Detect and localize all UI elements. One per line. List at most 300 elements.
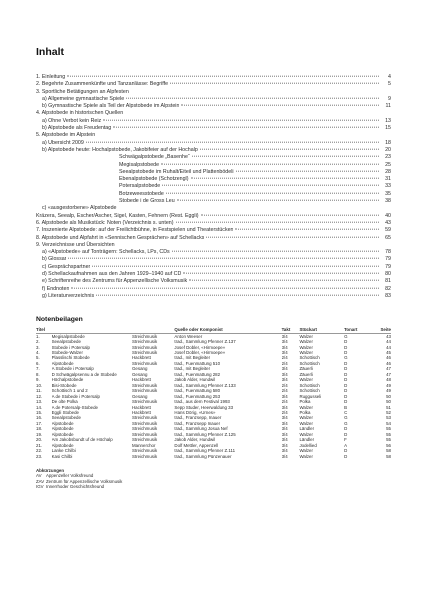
cell-source: Jakob Alder, Hundwil [174,437,216,443]
cell-tonart: G [344,415,348,421]
toc-entry [36,96,391,103]
toc-entry-title: 4. Alpstobede in historischen Quellen [36,110,124,117]
cell-tonart: G [344,333,348,339]
cell-source: trad., Franzsepp, Inauer [174,415,222,421]
toc-entry [36,89,391,96]
cell-title: Schottisch 1 und 2 [51,388,88,394]
toc-entry [36,271,391,278]
cell-title: Kasi Chilbi [51,453,73,459]
cell-title: A de Stobede i Potersalp [51,393,100,399]
cell-genre: Streichmusik [132,415,158,421]
cell-seite: 52 [386,410,391,415]
abbreviation-key: AV [36,473,42,479]
toc-entry-page: 18 [385,139,391,146]
cell-tonart: D [344,431,348,437]
cell-tonart: D [344,388,348,394]
cell-tonart: D [344,366,348,372]
cell-seite: 53 [386,415,391,421]
dot-leader [126,98,379,99]
cell-seite: 47 [386,366,391,372]
cell-seite: 45 [386,350,391,356]
toc-entry-page: 65 [385,234,391,241]
cell-takt: 3/4 [281,453,288,459]
toc-entry-page: 83 [385,292,391,299]
cell-takt: 2/4 [281,355,288,361]
cell-seite: 46 [386,360,391,366]
toc-entry-title: b) Glossar [42,256,67,263]
cell-number: 13. [36,399,43,405]
toc-entry-title: Stobede i de Gross Leu [119,198,175,205]
toc-entry-page: 82 [385,285,391,292]
cell-title: Alpstobede [51,431,74,437]
cell-number: 1. [36,333,40,339]
cell-tonart: G [344,355,348,361]
toc-entry-page: 78 [385,249,391,256]
cell-stueckart: Walzer [299,404,313,410]
dot-leader [236,171,379,172]
toc-entry-page: 5 [388,81,391,88]
toc-entry-page: 28 [385,168,391,175]
dot-leader [166,192,379,193]
cell-stueckart: Zäuerli [299,366,313,372]
cell-title: Stobede i Potersalp [51,344,90,350]
cell-stueckart: Zäuerli [299,371,313,377]
toc-entry-page: 11 [385,103,391,110]
cell-tonart: D [344,382,348,388]
toc-entry-page: 25 [385,161,391,168]
table-of-contents [36,74,391,300]
cell-takt: 3/4 [281,333,288,339]
dot-leader [162,185,379,186]
toc-entry [36,293,391,300]
cell-source: trad., Franzsepp Inauer [174,420,221,426]
cell-stueckart: Walzer [299,431,313,437]
cell-tonart: A [344,442,348,448]
cell-stueckart: Walzer [299,339,313,345]
toc-entry-page: 79 [385,263,391,270]
cell-number: 22. [36,448,43,454]
cell-number: 11. [36,388,42,394]
notenbeilagen-table [36,327,391,459]
cell-tonart: D [344,426,348,432]
cell-stueckart: Walzer [299,377,313,383]
cell-genre: Streichmusik [132,453,158,459]
cell-takt: 3/4 [281,377,288,383]
toc-entry-title: 9. Verzeichnisse und Übersichten [36,241,115,248]
cell-stueckart: Polka [299,410,311,415]
notenbeilagen-heading: Notenbeilagen [36,316,83,324]
cell-source: trad., aus dem Festival 1993 [174,399,230,405]
cell-stueckart: Walzer [299,350,313,356]
cell-title: Alpstobede [51,360,74,366]
toc-entry-title: b) Alpstobede heute: Hochalpstobede, Jakobifeier auf der Hochalp [42,146,198,153]
cell-takt: 3/4 [281,371,288,377]
dot-leader [71,287,379,288]
dot-leader [67,76,379,77]
column-header-stueckart: Stückart [299,327,344,333]
cell-seite: 54 [386,420,391,426]
dot-leader [206,236,379,237]
cell-genre: Streichmusik [132,431,158,437]
toc-entry-title: 7. Inszenierte Alpstobede: auf der Freilichtbühne, in Festspielen und Theaterstücken [36,227,234,234]
cell-tonart: B [344,404,348,410]
cell-number: 8. [36,371,40,377]
cell-genre: Streichmusik [132,350,158,356]
toc-entry [36,227,391,234]
cell-genre: Streichmusik [132,388,158,394]
cell-tonart: D [344,339,348,345]
toc-entry-title: 2. Begehrte Zusammenkünfte und Tanzanlässe: Begriffe [36,81,169,88]
cell-number: 23. [36,453,43,459]
cell-seite: 50 [386,399,391,405]
cell-seite: 58 [386,448,391,454]
cell-source: Josef Dobler, «Hirmoepe» [174,350,226,356]
cell-tonart: D [344,399,348,405]
dot-leader [86,141,379,142]
toc-entry-page: 35 [385,190,391,197]
cell-stueckart: Schottisch [299,388,320,394]
toc-entry [36,140,391,147]
cell-stueckart: Polka [299,399,311,405]
cell-title: Bisi-Stobede [51,382,77,388]
cell-seite: 44 [386,339,391,345]
cell-title: Eggli Stobede [51,410,79,415]
toc-entry [36,235,391,242]
toc-entry-title: a) Ohne Verbot kein Reiz [42,117,102,124]
cell-stueckart: Walzer [299,453,313,459]
toc-entry [36,198,391,205]
cell-seite: 49 [386,382,391,388]
toc-entry [36,286,391,293]
cell-takt: 3/4 [281,415,288,421]
toc-entry-page: 20 [385,146,391,153]
cell-source: Anton Weeser [174,333,203,339]
cell-takt: 2/4 [281,410,288,415]
cell-stueckart: Ruggusseli [299,393,322,399]
toc-entry-title: Megisalpstobede [119,161,160,168]
dot-leader [183,273,379,274]
cell-title: A de Potersalp-Stobede [51,404,99,410]
toc-entry [36,103,391,110]
cell-takt: 3/4 [281,448,288,454]
dot-leader [189,280,379,281]
cell-number: 10. [36,382,43,388]
cell-stueckart: Walzer [299,420,313,426]
toc-entry-title: a) Allgemeine gymnastische Spiele [42,95,125,102]
cell-source: trad., Fuenmattung 282 [174,371,221,377]
cell-stueckart: Schottisch [299,382,320,388]
toc-entry-title: 1. Einleitung [36,74,66,80]
cell-stueckart: Walzer [299,415,313,421]
cell-tonart: D [344,453,348,459]
cell-seite: 48 [386,377,391,383]
cell-source: trad., Fuenmattung 580 [174,388,221,394]
cell-genre: Streichmusik [132,382,158,388]
cell-source: trad., Fuenmattung 510 [174,360,221,366]
cell-stueckart: Schottisch [299,360,320,366]
abbreviation-entry [36,484,391,489]
toc-entry-title: b) Alpstobede als Freudentag [42,125,112,132]
dot-leader [68,258,379,259]
toc-entry-title: Seealpstobede im Ruhalt/Eiteil und Plattenbödeli [119,168,234,175]
cell-source: trad., Sammlung Pfenner Z.125 [174,431,236,437]
toc-entry-page: 9 [388,95,391,102]
cell-tonart: D [344,393,348,399]
cell-source: trad., mit Begleiter [174,366,211,372]
column-header-source: Quelle oder Komponist [174,327,281,333]
cell-number: 6. [36,360,40,366]
cell-takt: 3/4 [281,344,288,350]
cell-title: Am Jakobsbundt uf de Höchalp [51,437,113,443]
dot-leader [172,251,379,252]
cell-genre: Gesang [132,371,148,377]
toc-entry-title: g) Literaturverzeichnis [42,292,95,299]
toc-entry-title: Potersalpstobede [119,183,161,190]
cell-source: trad., Sammlung Pfenner Z.111 [174,448,236,454]
toc-entry-title: c) Gesprächspartner [42,263,91,270]
cell-tonart: D [344,344,348,350]
cell-seite: 46 [386,355,391,361]
column-header-seite: Seite [373,327,391,333]
toc-entry-title: e) Schriftenreihe des Zentrums für Appenzellische Volksmusik [42,278,188,285]
cell-source: trad., Sammlung Pünzenauer [174,453,232,459]
cell-title: Seealpstobede [51,339,81,345]
cell-genre: Hackbrett [132,404,151,410]
toc-entry [36,264,391,271]
toc-entry [36,81,391,88]
cell-genre: Streichmusik [132,339,158,345]
dot-leader [192,156,379,157]
cell-number: 18. [36,426,43,432]
cell-title: Megisalpstobede [51,333,85,339]
toc-entry-title: f) Endnoten [42,285,70,292]
cell-title: A Stobede i Potersalp [51,366,94,372]
cell-genre: Hackbrett [132,355,151,361]
cell-tonart: D [344,350,348,356]
toc-entry [36,213,391,220]
cell-tonart: F [344,437,347,443]
cell-takt: 3/4 [281,350,288,356]
table-row [36,454,391,459]
cell-takt: 2/4 [281,399,288,405]
cell-number: 3. [36,344,40,350]
cell-stueckart: Jodellied [299,442,317,448]
cell-takt: 3/4 [281,442,288,448]
cell-tonart: D [344,377,348,383]
abbreviation-key: ZAV [36,478,45,484]
cell-stueckart: Walzer [299,448,313,454]
cell-title: Alpstobede [51,420,74,426]
cell-seite: 50 [386,393,391,399]
cell-takt: 3/4 [281,420,288,426]
abbreviation-key: IGV [36,484,44,490]
toc-entry-page: 15 [385,125,391,132]
cell-seite: 51 [386,404,391,410]
toc-entry-page: 23 [385,154,391,161]
cell-title: Alpstobede [51,426,74,432]
cell-genre: Streichmusik [132,426,158,432]
cell-seite: 55 [386,426,391,432]
toc-entry-title: Kräzera, Seealp, Escher/Äscher, Sigel, Kasten, Fehnern (Rest. Eggli) [36,212,199,219]
cell-genre: Streichmusik [132,448,158,454]
abbreviation-value: Zentrum für Appenzellische Volksmusik [46,478,123,484]
toc-entry-title: Ebenalpstobede (Schotzengl) [119,176,189,183]
cell-genre: Hackbrett [132,410,151,415]
cell-number: 2. [36,339,40,345]
cell-source: trad., mit Begleiter [174,355,211,361]
dot-leader [235,229,379,230]
cell-number: 12. [36,393,43,399]
toc-entry [36,256,391,263]
toc-entry [36,278,391,285]
toc-entry [36,118,391,125]
cell-takt: 3/4 [281,339,288,345]
cell-stueckart: Walzer [299,344,313,350]
cell-takt: 3/4 [281,426,288,432]
cell-number: 17. [36,420,43,426]
toc-entry-title: a) Übersicht 2009 [42,139,84,146]
cell-takt: 3/4 [281,404,288,410]
cell-seite: 55 [386,437,391,443]
cell-source: Dolf Mettler, Appenzell [174,442,219,448]
cell-stueckart: Schottisch [299,355,320,361]
dot-leader [103,119,379,120]
cell-stueckart: Ländler [299,426,315,432]
toc-entry [36,162,391,169]
dot-leader [161,163,379,164]
cell-number: 5. [36,355,40,361]
toc-entry-title: Botzeweesstobede [119,190,164,197]
cell-genre: Streichmusik [132,437,158,443]
cell-seite: 56 [386,442,391,448]
content-page [36,46,391,490]
dot-leader [170,83,379,84]
cell-number: 7. [36,366,40,372]
cell-title: De olte Polka [51,399,78,405]
cell-seite: 58 [386,453,391,459]
dot-leader [176,222,380,223]
cell-genre: Mannerchor [132,442,156,448]
abbreviation-value: Appenzeller Volksfreund [46,473,94,479]
cell-title: Alpstobede [51,442,74,448]
toc-entry-page: 38 [385,198,391,205]
toc-entry [36,242,391,249]
cell-genre: Streichmusik [132,360,158,366]
toc-entry [36,249,391,256]
toc-entry-page: 80 [385,271,391,278]
toc-entry [36,169,391,176]
dot-leader [96,295,379,296]
cell-number: 4. [36,350,40,356]
cell-takt: 2/4 [281,388,288,394]
dot-leader [177,200,379,201]
toc-entry-page: 81 [385,278,391,285]
cell-source: trad., Sammlung Josua Nef [174,426,228,432]
toc-entry [36,110,391,117]
cell-stueckart: Walzer [299,333,313,339]
cell-genre: Streichmusik [132,399,158,405]
abbreviation-value: Innerrhoder Geschichtsfreund [46,484,105,490]
toc-entry-title: 8. Alpstobede und Alpfahrt in «Sennischen Gesprächen» auf Schellacks [36,234,205,241]
column-header-takt: Takt [282,327,300,333]
cell-stueckart: Ländler [299,437,315,443]
cell-source: Hans Dörig, «Urnes» [174,410,216,415]
toc-entry [36,220,391,227]
column-header-title: Titel [36,327,132,333]
cell-source: trad., Sammlung Pfenner Z.137 [174,339,236,345]
cell-tonart: D [344,360,348,366]
cell-source: Josef Dobler, «Hirmoepe» [174,344,226,350]
cell-title: Seealpstobede [51,415,81,421]
toc-entry [36,176,391,183]
toc-entry-page: 79 [385,256,391,263]
cell-number: 9. [36,377,40,383]
cell-title: Stobede-Walzer [51,350,83,356]
cell-number: 21. [36,442,43,448]
dot-leader [191,178,380,179]
cell-genre: Hackbrett [132,377,151,383]
cell-seite: 44 [386,344,391,350]
toc-entry-page: 33 [385,183,391,190]
cell-seite: 55 [386,431,391,437]
toc-entry [36,132,391,139]
abbreviations [36,468,391,490]
toc-entry-page: 59 [385,227,391,234]
cell-tonart: D [344,448,348,454]
cell-genre: Streichmusik [132,344,158,350]
cell-source: Jakob Alder, Hundwil [174,377,216,383]
cell-title: D Schwägalpsennu a de Stobede [51,371,117,377]
dot-leader [200,149,379,150]
cell-takt: 3/4 [281,393,288,399]
toc-entry [36,154,391,161]
dot-leader [201,214,379,215]
toc-entry-title: c) «ausgestorbene» Alpstobede [42,205,117,212]
toc-entry [36,183,391,190]
cell-title: Plasslischi Stobede [51,355,90,361]
cell-genre: Streichmusik [132,333,158,339]
cell-takt: 3/4 [281,431,288,437]
cell-takt: 3/4 [281,437,288,443]
toc-entry-page: 31 [385,176,391,183]
toc-entry-page: 4 [388,74,391,80]
toc-entry-page: 43 [385,219,391,226]
cell-takt: 3/4 [281,366,288,372]
toc-entry [36,125,391,132]
cell-seite: 49 [386,388,391,394]
cell-seite: 43 [386,333,391,339]
cell-seite: 47 [386,371,391,377]
cell-title: Lanke Chilbi [51,448,76,454]
cell-number: 19. [36,431,43,437]
cell-genre: Streichmusik [132,420,158,426]
toc-entry [36,147,391,154]
toc-entry [36,205,391,212]
cell-number: 16. [36,415,43,421]
toc-entry-page: 13 [385,117,391,124]
cell-tonart: G [344,420,348,426]
cell-number: 20. [36,437,43,443]
cell-genre: Gesang [132,366,148,372]
abbreviations-heading: Abkürzungen [36,468,65,474]
cell-takt: 2/4 [281,360,288,366]
cell-tonart: C [344,410,348,415]
cell-source: trad., Fuenmattung 253 [174,393,221,399]
cell-genre: Gesang [132,393,148,399]
cell-source: trad., Sammlung Pfenner Z.133 [174,382,236,388]
cell-takt: 2/4 [281,382,288,388]
dot-leader [92,265,379,266]
